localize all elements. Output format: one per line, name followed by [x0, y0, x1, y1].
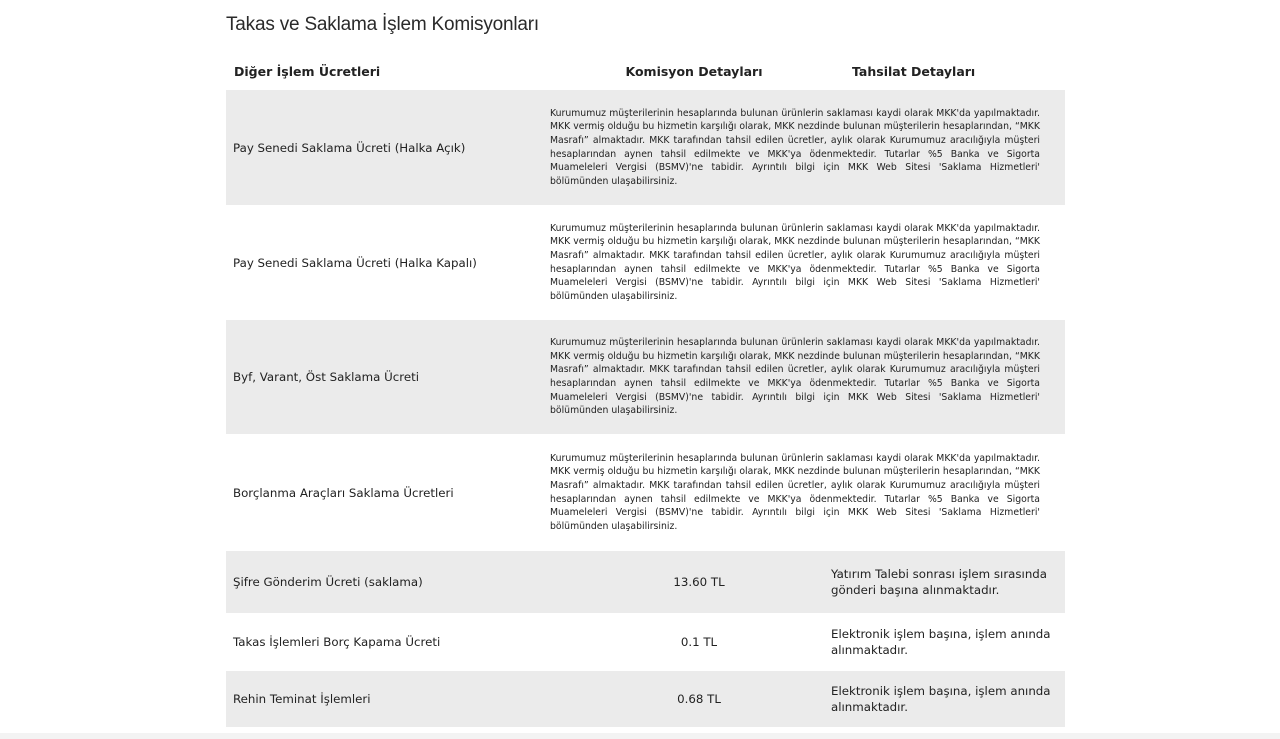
- commission-table: [226, 52, 1065, 727]
- header-commission-details: Komisyon Detayları: [625, 63, 763, 79]
- header-collection-details: Tahsilat Detayları: [852, 63, 976, 79]
- fee-description: Kurumumuz müşterilerinin hesaplarında bulunan ürünlerin saklaması kaydi olarak MKK'da yapılmaktadır. MKK vermiş olduğu bu hizmetin karşılığı olarak, MKK nezdinde bulunan müşterilerin hesaplarından, “MKK Masrafı” almaktadır. MKK tarafından tahsil edilen ücretler, aylık olarak Kurumumuz aracılığıyla müşteri hesaplarından aynen tahsil edilmekte ve MKK'ya ödenmektedir. Tutarlar %5 Banka ve Sigorta Muameleleri Vergisi (BSMV)'ne tabidir. Ayrıntılı bilgi için MKK Web Sitesi 'Saklama Hizmetleri' bölümünden ulaşabilirsiniz.: [550, 222, 1040, 302]
- fee-name: Pay Senedi Saklama Ücreti (Halka Açık): [233, 140, 466, 155]
- page-title: Takas ve Saklama İşlem Komisyonları: [226, 14, 539, 35]
- fee-name: Pay Senedi Saklama Ücreti (Halka Kapalı): [233, 255, 477, 270]
- fee-value: 0.68 TL: [677, 692, 721, 706]
- table-row: [226, 205, 1065, 320]
- fee-value: 0.1 TL: [680, 635, 718, 649]
- fee-collection: Elektronik işlem başına, işlem anında alınmaktadır.: [831, 627, 1051, 657]
- table-row: [226, 434, 1065, 551]
- fee-value: 13.60 TL: [673, 575, 725, 589]
- table-row: [226, 90, 1065, 205]
- table-row: [226, 671, 1065, 727]
- page-bottom-strip: [0, 733, 1280, 739]
- fee-collection: Elektronik işlem başına, işlem anında alınmaktadır.: [831, 684, 1051, 714]
- header-other-fees: Diğer İşlem Ücretleri: [234, 63, 381, 79]
- fee-description: Kurumumuz müşterilerinin hesaplarında bulunan ürünlerin saklaması kaydi olarak MKK'da yapılmaktadır. MKK vermiş olduğu bu hizmetin karşılığı olarak, MKK nezdinde bulunan müşterilerin hesaplarından, “MKK Masrafı” almaktadır. MKK tarafından tahsil edilen ücretler, aylık olarak Kurumumuz aracılığıyla müşteri hesaplarından aynen tahsil edilmekte ve MKK'ya ödenmektedir. Tutarlar %5 Banka ve Sigorta Muameleleri Vergisi (BSMV)'ne tabidir. Ayrıntılı bilgi için MKK Web Sitesi 'Saklama Hizmetleri' bölümünden ulaşabilirsiniz.: [550, 107, 1040, 187]
- fee-collection: Yatırım Talebi sonrası işlem sırasında gönderi başına alınmaktadır.: [831, 567, 1048, 597]
- fee-name: Borçlanma Araçları Saklama Ücretleri: [233, 485, 454, 500]
- table-row: [226, 613, 1065, 671]
- fee-description: Kurumumuz müşterilerinin hesaplarında bulunan ürünlerin saklaması kaydi olarak MKK'da yapılmaktadır. MKK vermiş olduğu bu hizmetin karşılığı olarak, MKK nezdinde bulunan müşterilerin hesaplarından, “MKK Masrafı” almaktadır. MKK tarafından tahsil edilen ücretler, aylık olarak Kurumumuz aracılığıyla müşteri hesaplarından aynen tahsil edilmekte ve MKK'ya ödenmektedir. Tutarlar %5 Banka ve Sigorta Muameleleri Vergisi (BSMV)'ne tabidir. Ayrıntılı bilgi için MKK Web Sitesi 'Saklama Hizmetleri' bölümünden ulaşabilirsiniz.: [550, 337, 1040, 417]
- fee-name: Şifre Gönderim Ücreti (saklama): [233, 575, 423, 589]
- fee-description: Kurumumuz müşterilerinin hesaplarında bulunan ürünlerin saklaması kaydi olarak MKK'da yapılmaktadır. MKK vermiş olduğu bu hizmetin karşılığı olarak, MKK nezdinde bulunan müşterilerin hesaplarından, “MKK Masrafı” almaktadır. MKK tarafından tahsil edilen ücretler, aylık olarak Kurumumuz aracılığıyla müşteri hesaplarından aynen tahsil edilmekte ve MKK'ya ödenmektedir. Tutarlar %5 Banka ve Sigorta Muameleleri Vergisi (BSMV)'ne tabidir. Ayrıntılı bilgi için MKK Web Sitesi 'Saklama Hizmetleri' bölümünden ulaşabilirsiniz.: [550, 452, 1040, 532]
- fee-name: Rehin Teminat İşlemleri: [233, 692, 371, 706]
- table-row: [226, 320, 1065, 434]
- fee-name: Takas İşlemleri Borç Kapama Ücreti: [233, 635, 441, 649]
- fee-name: Byf, Varant, Öst Saklama Ücreti: [233, 370, 419, 384]
- table-header: [226, 52, 1065, 90]
- table-row: [226, 551, 1065, 613]
